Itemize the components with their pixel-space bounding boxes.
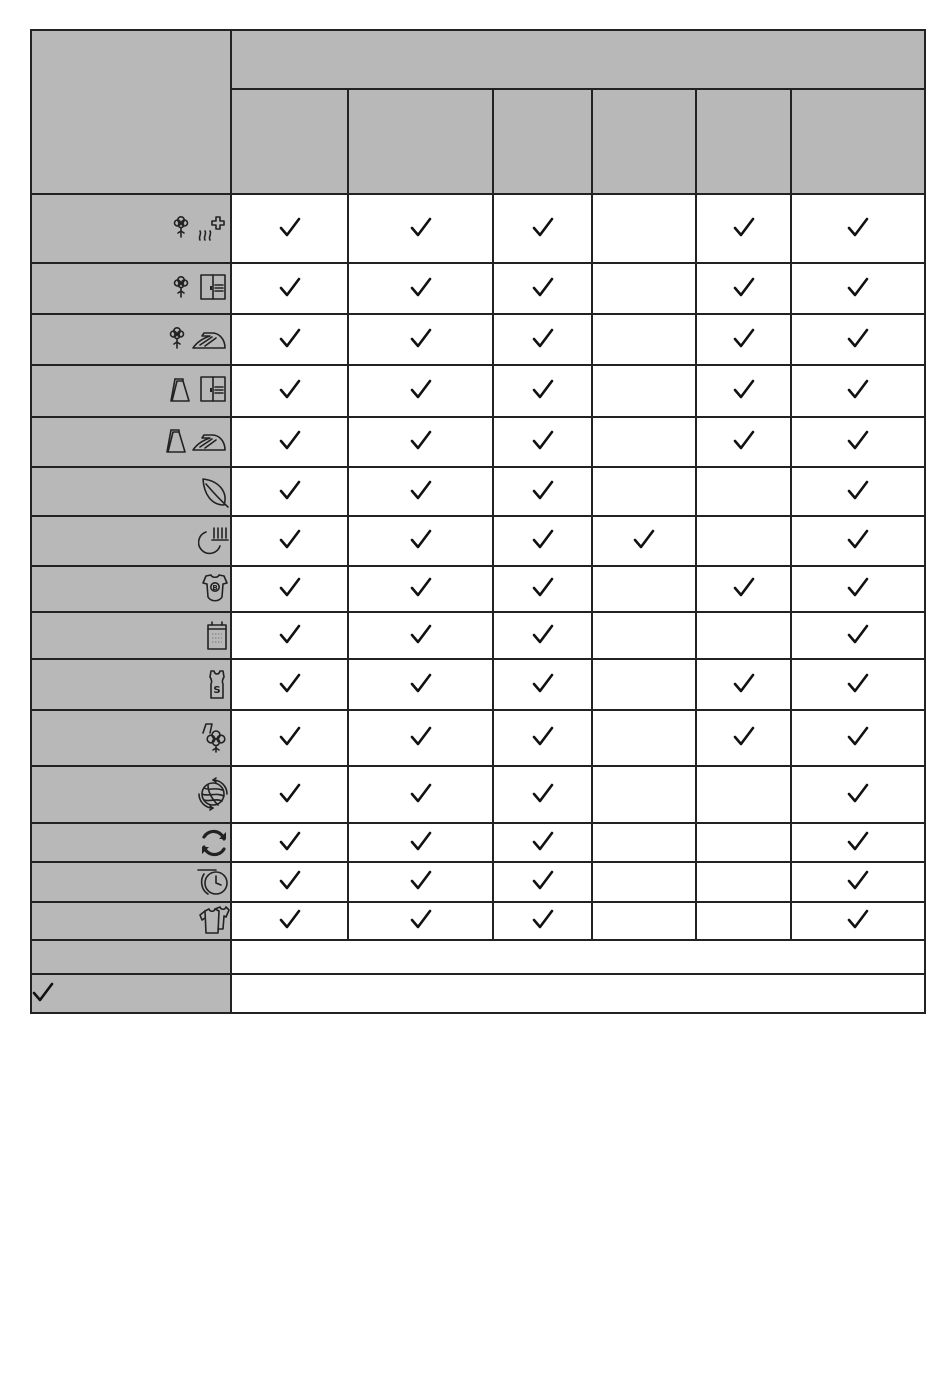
checkmark-icon bbox=[410, 908, 432, 930]
checkmark-icon bbox=[279, 276, 301, 298]
column-header-3 bbox=[493, 89, 592, 194]
option-cell bbox=[493, 365, 592, 417]
option-cell bbox=[791, 417, 925, 467]
legend-row bbox=[31, 974, 925, 1013]
option-cell bbox=[231, 194, 348, 263]
option-cell bbox=[592, 417, 696, 467]
checkmark-icon bbox=[532, 378, 554, 400]
checkmark-icon bbox=[733, 725, 755, 747]
option-cell bbox=[231, 566, 348, 612]
checkmark-icon bbox=[847, 830, 869, 852]
option-cell bbox=[348, 194, 493, 263]
checkmark-icon bbox=[733, 216, 755, 238]
program-icon-cell bbox=[31, 710, 231, 766]
option-cell bbox=[791, 823, 925, 862]
option-cell bbox=[348, 823, 493, 862]
checkmark-icon bbox=[279, 672, 301, 694]
checkmark-icon bbox=[847, 276, 869, 298]
checkmark-icon bbox=[279, 528, 301, 550]
checkmark-icon bbox=[733, 378, 755, 400]
option-cell bbox=[592, 766, 696, 823]
table-row bbox=[31, 263, 925, 314]
checkmark-icon bbox=[410, 276, 432, 298]
column-header-4 bbox=[592, 89, 696, 194]
program-icon-cell bbox=[31, 516, 231, 566]
checkmark-icon bbox=[279, 429, 301, 451]
checkmark-icon bbox=[410, 782, 432, 804]
table-row bbox=[31, 902, 925, 940]
checkmark-icon bbox=[847, 725, 869, 747]
option-cell bbox=[348, 566, 493, 612]
option-cell bbox=[348, 365, 493, 417]
option-cell bbox=[348, 263, 493, 314]
program-icon-cell bbox=[31, 612, 231, 659]
legend-label-cell bbox=[31, 974, 231, 1013]
program-icon-cell bbox=[31, 766, 231, 823]
svg-text:S: S bbox=[213, 684, 221, 696]
checkmark-icon bbox=[279, 908, 301, 930]
checkmark-icon bbox=[279, 576, 301, 598]
checkmark-icon bbox=[847, 378, 869, 400]
checkmark-icon bbox=[532, 528, 554, 550]
towel-icon bbox=[204, 619, 230, 653]
checkmark-icon bbox=[733, 576, 755, 598]
option-cell bbox=[592, 516, 696, 566]
option-cell bbox=[493, 710, 592, 766]
program-icon-cell bbox=[31, 194, 231, 263]
table-row bbox=[31, 710, 925, 766]
option-cell bbox=[493, 612, 592, 659]
option-cell bbox=[231, 862, 348, 902]
footer-label-cell bbox=[31, 940, 231, 974]
checkmark-icon bbox=[279, 869, 301, 891]
baby-bodysuit-icon bbox=[200, 572, 230, 606]
shirts-icon bbox=[196, 905, 230, 937]
option-cell bbox=[696, 365, 791, 417]
option-cell bbox=[791, 710, 925, 766]
checkmark-icon bbox=[410, 576, 432, 598]
option-cell bbox=[231, 823, 348, 862]
option-cell bbox=[592, 862, 696, 902]
checkmark-icon bbox=[847, 576, 869, 598]
option-cell bbox=[696, 417, 791, 467]
checkmark-icon bbox=[847, 672, 869, 694]
checkmark-icon bbox=[279, 327, 301, 349]
program-icon-cell bbox=[31, 862, 231, 902]
option-cell bbox=[493, 467, 592, 516]
option-cell bbox=[231, 659, 348, 710]
option-cell bbox=[348, 766, 493, 823]
checkmark-icon bbox=[532, 576, 554, 598]
corner-header-cell bbox=[31, 30, 231, 194]
checkmark-icon bbox=[410, 429, 432, 451]
checkmark-icon bbox=[532, 869, 554, 891]
checkmark-icon bbox=[279, 782, 301, 804]
option-cell bbox=[493, 659, 592, 710]
program-icon-cell bbox=[31, 365, 231, 417]
option-cell bbox=[348, 902, 493, 940]
option-cell bbox=[348, 710, 493, 766]
option-cell bbox=[348, 862, 493, 902]
table-row bbox=[31, 566, 925, 612]
option-cell bbox=[696, 516, 791, 566]
checkmark-icon bbox=[410, 327, 432, 349]
option-cell bbox=[231, 314, 348, 365]
option-cell bbox=[791, 566, 925, 612]
option-cell bbox=[231, 467, 348, 516]
option-cell bbox=[493, 766, 592, 823]
option-cell bbox=[592, 467, 696, 516]
option-cell bbox=[791, 659, 925, 710]
program-icon-cell bbox=[31, 659, 231, 710]
checkmark-icon bbox=[410, 869, 432, 891]
checkmark-icon bbox=[733, 327, 755, 349]
option-cell bbox=[592, 314, 696, 365]
wool-ball-icon bbox=[196, 777, 230, 813]
checkmark-icon bbox=[847, 869, 869, 891]
table-row bbox=[31, 194, 925, 263]
option-cell bbox=[592, 823, 696, 862]
checkmark-icon bbox=[279, 725, 301, 747]
refresh-steam-icon bbox=[198, 524, 230, 558]
leaf-eco-icon bbox=[198, 475, 230, 509]
option-cell bbox=[592, 710, 696, 766]
option-cell bbox=[348, 314, 493, 365]
option-cell bbox=[592, 612, 696, 659]
option-cell bbox=[592, 659, 696, 710]
checkmark-icon bbox=[410, 528, 432, 550]
option-cell bbox=[231, 263, 348, 314]
checkmark-icon bbox=[847, 216, 869, 238]
table-row bbox=[31, 766, 925, 823]
option-cell bbox=[696, 194, 791, 263]
footer-row bbox=[31, 940, 925, 974]
option-cell bbox=[696, 467, 791, 516]
checkmark-icon bbox=[633, 528, 655, 550]
option-cell bbox=[592, 365, 696, 417]
table-row bbox=[31, 314, 925, 365]
option-cell bbox=[696, 902, 791, 940]
checkmark-icon bbox=[847, 782, 869, 804]
checkmark-icon bbox=[847, 908, 869, 930]
option-cell bbox=[696, 566, 791, 612]
checkmark-icon bbox=[532, 216, 554, 238]
program-icon-cell bbox=[31, 314, 231, 365]
checkmark-icon bbox=[532, 327, 554, 349]
option-cell bbox=[592, 194, 696, 263]
option-cell bbox=[696, 314, 791, 365]
checkmark-icon bbox=[532, 276, 554, 298]
option-cell bbox=[348, 659, 493, 710]
checkmark-icon bbox=[532, 908, 554, 930]
checkmark-icon bbox=[847, 623, 869, 645]
option-cell bbox=[696, 823, 791, 862]
option-cell bbox=[592, 902, 696, 940]
checkmark-icon bbox=[532, 830, 554, 852]
checkmark-icon bbox=[847, 327, 869, 349]
checkmark-icon bbox=[532, 429, 554, 451]
option-cell bbox=[791, 365, 925, 417]
option-cell bbox=[493, 902, 592, 940]
checkmark-icon bbox=[32, 981, 54, 1003]
checkmark-icon bbox=[847, 479, 869, 501]
column-header-6 bbox=[791, 89, 925, 194]
cotton-dry-plus-icon bbox=[172, 212, 230, 246]
option-cell bbox=[348, 612, 493, 659]
option-cell bbox=[231, 902, 348, 940]
checkmark-icon bbox=[532, 782, 554, 804]
time-dry-icon bbox=[196, 866, 230, 898]
option-cell bbox=[348, 467, 493, 516]
option-cell bbox=[696, 612, 791, 659]
column-header-5 bbox=[696, 89, 791, 194]
option-cell bbox=[696, 710, 791, 766]
checkmark-icon bbox=[410, 672, 432, 694]
option-cell bbox=[791, 862, 925, 902]
footer-value-cell bbox=[231, 940, 925, 974]
checkmark-icon bbox=[733, 276, 755, 298]
checkmark-icon bbox=[279, 479, 301, 501]
checkmark-icon bbox=[279, 216, 301, 238]
option-cell bbox=[493, 516, 592, 566]
option-cell bbox=[348, 516, 493, 566]
program-icon-cell bbox=[31, 902, 231, 940]
option-cell bbox=[791, 766, 925, 823]
option-cell bbox=[791, 467, 925, 516]
option-cell bbox=[493, 862, 592, 902]
option-cell bbox=[696, 862, 791, 902]
shirt-s-icon bbox=[204, 668, 230, 702]
table-row bbox=[31, 823, 925, 862]
option-cell bbox=[493, 314, 592, 365]
checkmark-icon bbox=[847, 528, 869, 550]
table-row bbox=[31, 862, 925, 902]
program-options-table bbox=[30, 29, 926, 1014]
table-row bbox=[31, 516, 925, 566]
checkmark-icon bbox=[532, 479, 554, 501]
column-header-2 bbox=[348, 89, 493, 194]
option-cell bbox=[231, 417, 348, 467]
checkmark-icon bbox=[410, 830, 432, 852]
option-cell bbox=[493, 417, 592, 467]
program-icon-cell bbox=[31, 263, 231, 314]
checkmark-icon bbox=[733, 429, 755, 451]
option-cell bbox=[592, 263, 696, 314]
program-icon-cell bbox=[31, 417, 231, 467]
option-cell bbox=[231, 766, 348, 823]
checkmark-icon bbox=[279, 378, 301, 400]
synthetic-iron-icon bbox=[164, 425, 230, 459]
table-row bbox=[31, 659, 925, 710]
table-row bbox=[31, 467, 925, 516]
group-header-cell bbox=[231, 30, 925, 89]
option-cell bbox=[791, 194, 925, 263]
checkmark-icon bbox=[410, 479, 432, 501]
checkmark-icon bbox=[279, 830, 301, 852]
cotton-cupboard-icon bbox=[172, 272, 230, 306]
option-cell bbox=[791, 612, 925, 659]
table-row bbox=[31, 417, 925, 467]
checkmark-icon bbox=[532, 623, 554, 645]
program-icon-cell bbox=[31, 566, 231, 612]
option-cell bbox=[493, 194, 592, 263]
option-cell bbox=[231, 365, 348, 417]
legend-value-cell bbox=[231, 974, 925, 1013]
option-cell bbox=[791, 516, 925, 566]
option-cell bbox=[231, 710, 348, 766]
option-cell bbox=[791, 263, 925, 314]
program-icon-cell bbox=[31, 467, 231, 516]
cotton-iron-icon bbox=[168, 323, 230, 357]
option-cell bbox=[231, 516, 348, 566]
option-cell bbox=[493, 823, 592, 862]
rotation-icon bbox=[198, 827, 230, 859]
column-header-1 bbox=[231, 89, 348, 194]
checkmark-icon bbox=[410, 216, 432, 238]
option-cell bbox=[493, 263, 592, 314]
option-cell bbox=[791, 902, 925, 940]
checkmark-icon bbox=[410, 725, 432, 747]
checkmark-icon bbox=[279, 623, 301, 645]
synthetic-cupboard-icon bbox=[168, 374, 230, 408]
option-cell bbox=[696, 659, 791, 710]
option-cell bbox=[791, 314, 925, 365]
checkmark-icon bbox=[410, 378, 432, 400]
option-cell bbox=[493, 566, 592, 612]
program-icon-cell bbox=[31, 823, 231, 862]
checkmark-icon bbox=[532, 672, 554, 694]
mixed-fabric-icon bbox=[198, 721, 230, 755]
option-cell bbox=[696, 766, 791, 823]
svg-text:B: B bbox=[212, 584, 218, 592]
checkmark-icon bbox=[532, 725, 554, 747]
option-cell bbox=[348, 417, 493, 467]
checkmark-icon bbox=[733, 672, 755, 694]
table-row bbox=[31, 612, 925, 659]
table-row bbox=[31, 365, 925, 417]
option-cell bbox=[231, 612, 348, 659]
checkmark-icon bbox=[410, 623, 432, 645]
checkmark-icon bbox=[847, 429, 869, 451]
option-cell bbox=[592, 566, 696, 612]
option-cell bbox=[696, 263, 791, 314]
